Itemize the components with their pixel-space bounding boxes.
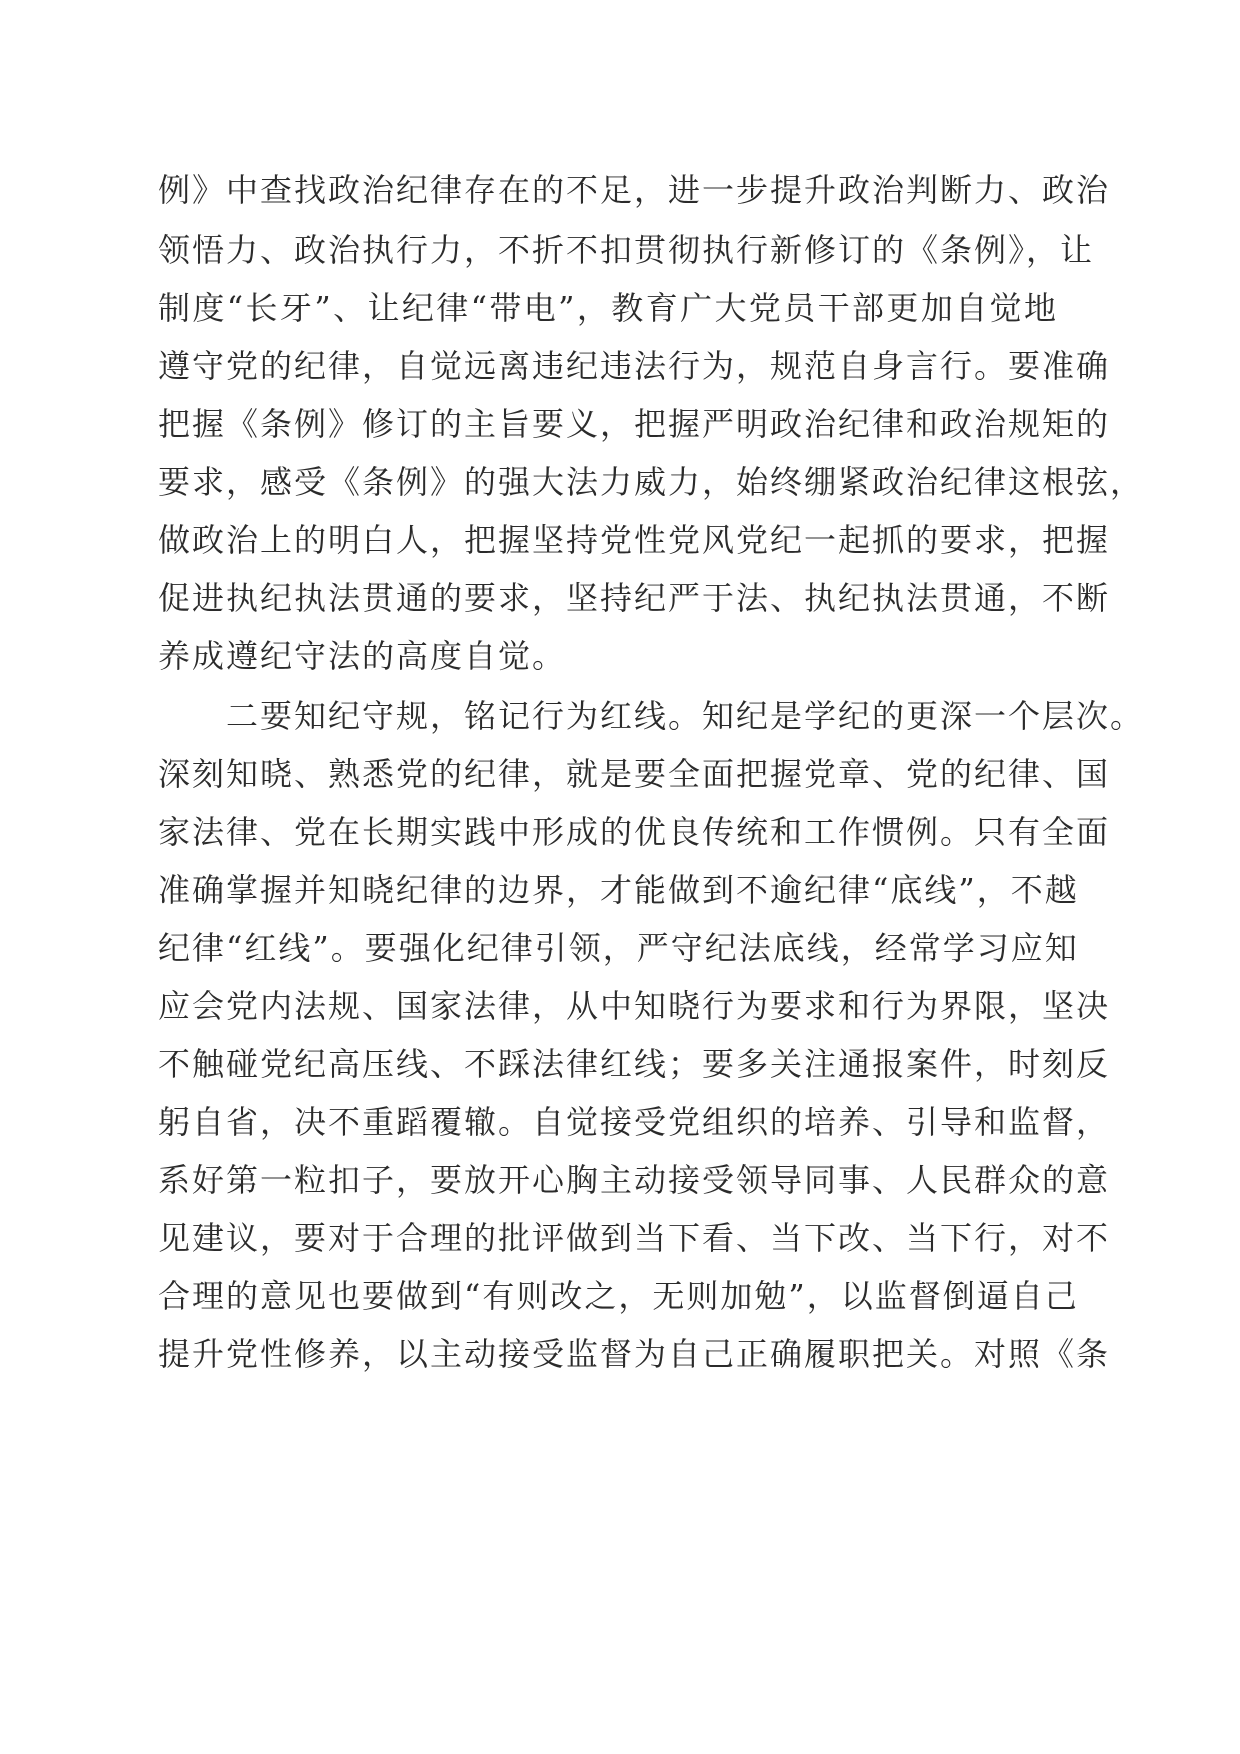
text-line: 应会党内法规、国家法律，从中知晓行为要求和行为界限，坚决 — [158, 987, 1111, 1025]
text-line: 家法律、党在长期实践中形成的优良传统和工作惯例。只有全面 — [158, 813, 1111, 851]
text-line: 不触碰党纪高压线、不踩法律红线；要多关注通报案件，时刻反 — [158, 1045, 1111, 1083]
text-line: 系好第一粒扣子，要放开心胸主动接受领导同事、人民群众的意 — [158, 1161, 1111, 1199]
text-line: 养成遵纪守法的高度自觉。 — [158, 637, 567, 675]
text-line: 深刻知晓、熟悉党的纪律，就是要全面把握党章、党的纪律、国 — [158, 755, 1111, 793]
text-line: 把握《条例》修订的主旨要义，把握严明政治纪律和政治规矩的 — [158, 405, 1111, 443]
text-line: 例》中查找政治纪律存在的不足，进一步提升政治判断力、政治 — [158, 171, 1111, 209]
text-line: 见建议，要对于合理的批评做到当下看、当下改、当下行，对不 — [158, 1219, 1111, 1257]
text-line: 制度“长牙”、让纪律“带电”，教育广大党员干部更加自觉地 — [158, 289, 1058, 327]
text-line: 二要知纪守规，铭记行为红线。知纪是学纪的更深一个层次。 — [226, 697, 1145, 735]
text-line: 提升党性修养，以主动接受监督为自己正确履职把关。对照《条 — [158, 1335, 1111, 1373]
text-line: 合理的意见也要做到“有则改之，无则加勉”，以监督倒逼自己 — [158, 1277, 1079, 1315]
text-line: 领悟力、政治执行力，不折不扣贯彻执行新修订的《条例》，让 — [158, 231, 1095, 269]
text-line: 遵守党的纪律，自觉远离违纪违法行为，规范自身言行。要准确 — [158, 347, 1111, 385]
text-line: 纪律“红线”。要强化纪律引领，严守纪法底线，经常学习应知 — [158, 929, 1079, 967]
text-line: 促进执纪执法贯通的要求，坚持纪严于法、执纪执法贯通，不断 — [158, 579, 1111, 617]
text-line: 要求，感受《条例》的强大法力威力，始终绷紧政治纪律这根弦， — [158, 463, 1145, 501]
text-line: 躬自省，决不重蹈覆辙。自觉接受党组织的培养、引导和监督， — [158, 1103, 1111, 1141]
text-line: 准确掌握并知晓纪律的边界，才能做到不逾纪律“底线”，不越 — [158, 871, 1079, 909]
text-line: 做政治上的明白人，把握坚持党性党风党纪一起抓的要求，把握 — [158, 521, 1111, 559]
